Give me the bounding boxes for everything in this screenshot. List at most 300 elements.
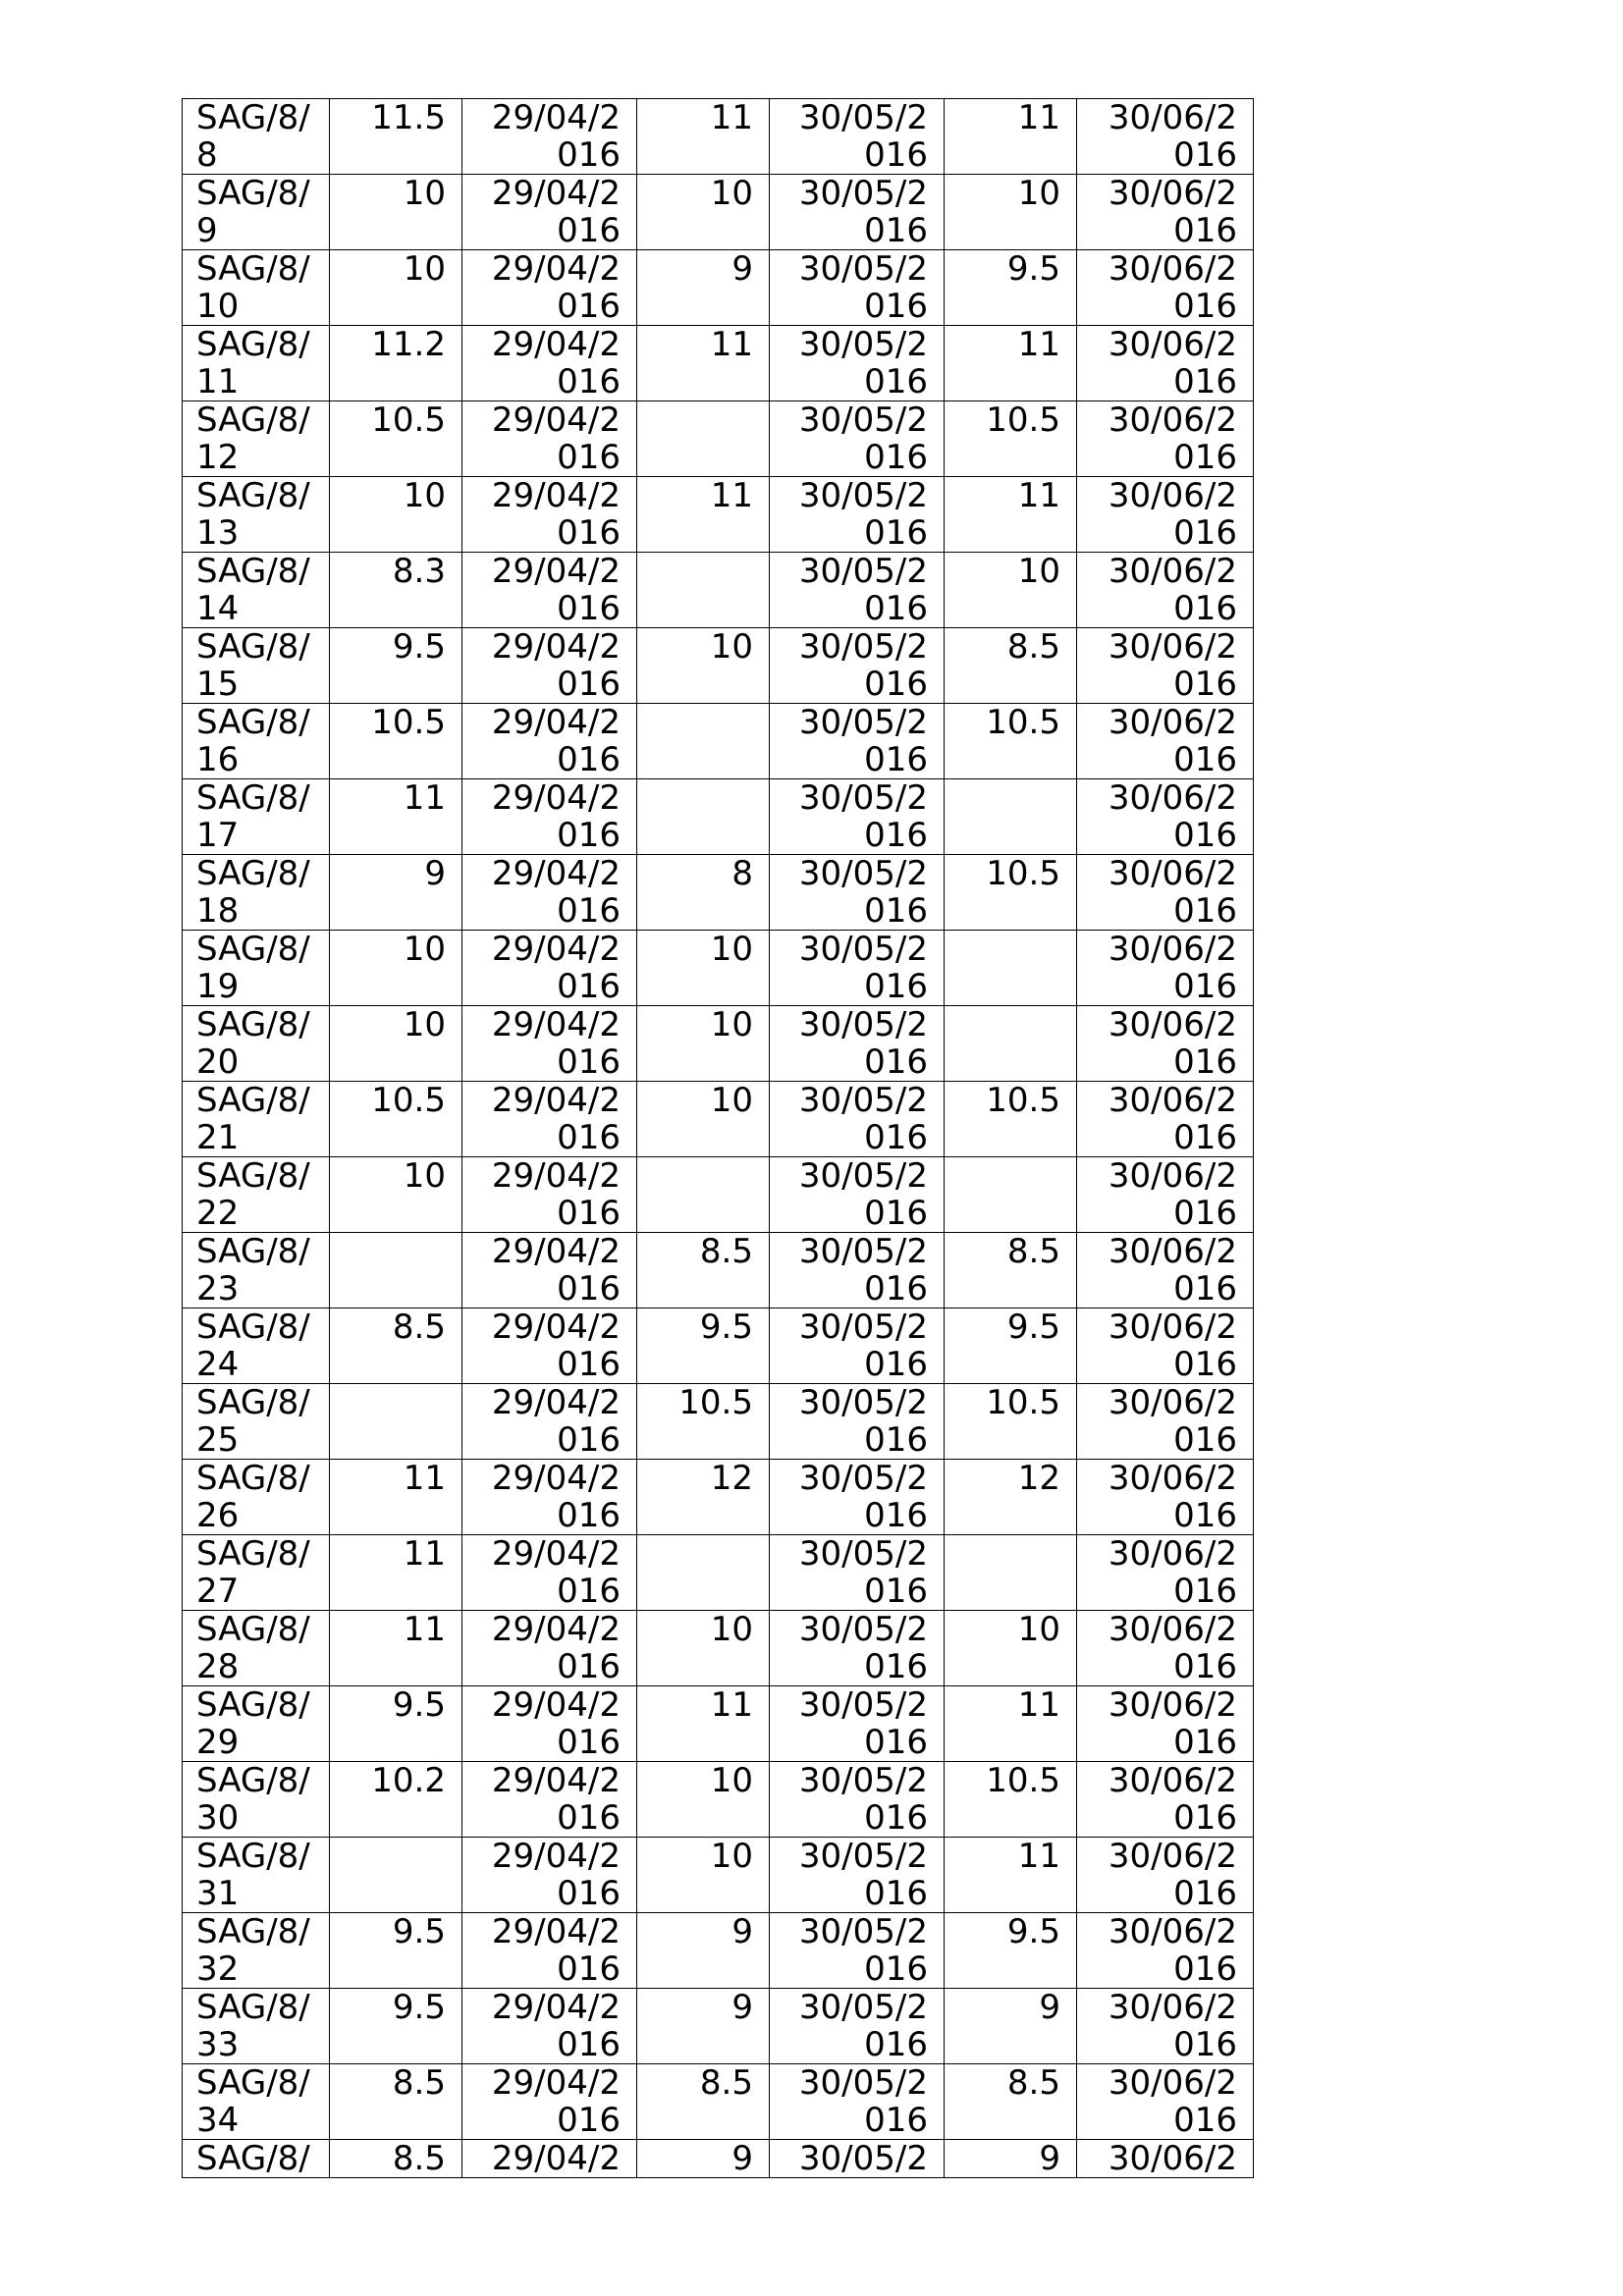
value-3-cell	[945, 1913, 1077, 1989]
date-3-text: 30/06/2 016	[1108, 778, 1237, 855]
sample-id-cell	[183, 1308, 330, 1384]
value-2-cell	[637, 1989, 770, 2064]
table-row	[183, 1762, 1254, 1838]
value-2-cell	[637, 1233, 770, 1308]
value-2-text: 12	[710, 1459, 753, 1498]
value-1-cell	[330, 326, 462, 401]
value-3-cell	[945, 326, 1077, 401]
date-3-cell	[1077, 628, 1254, 704]
date-3-text: 30/06/2 016	[1108, 854, 1237, 931]
value-1-text: 10	[403, 174, 446, 213]
date-1-text: 29/04/2 016	[491, 1837, 621, 1913]
date-1-cell	[462, 250, 637, 326]
date-1-text: 29/04/2 016	[491, 854, 621, 931]
date-3-text: 30/06/2 016	[1108, 1156, 1237, 1233]
sample-id-cell	[183, 1838, 330, 1913]
value-3-text: 9	[1039, 1988, 1060, 2027]
value-3-text: 10.5	[986, 1761, 1060, 1800]
value-2-cell	[637, 1535, 770, 1611]
table-row	[183, 2140, 1254, 2178]
sample-id-text: SAG/8/ 19	[196, 930, 310, 1006]
date-1-cell	[462, 1762, 637, 1838]
value-1-text: 11	[403, 778, 446, 818]
sample-id-text: SAG/8/ 17	[196, 778, 310, 855]
date-2-text: 30/05/2 016	[798, 854, 928, 931]
value-2-text: 9	[731, 1988, 753, 2027]
value-2-cell	[637, 1913, 770, 1989]
date-3-cell	[1077, 250, 1254, 326]
date-1-cell	[462, 704, 637, 779]
date-1-cell	[462, 628, 637, 704]
date-2-text: 30/05/2 016	[798, 1912, 928, 1989]
value-1-cell	[330, 1157, 462, 1233]
value-1-text: 8.5	[392, 1308, 446, 1347]
sample-id-text: SAG/8/ 16	[196, 703, 310, 779]
table-row	[183, 1913, 1254, 1989]
sample-id-text: SAG/8/ 22	[196, 1156, 310, 1233]
sample-id-cell	[183, 99, 330, 175]
value-3-cell	[945, 553, 1077, 628]
value-2-text: 9	[731, 1912, 753, 1951]
date-3-cell	[1077, 855, 1254, 931]
value-1-text: 8.5	[392, 2063, 446, 2103]
date-3-cell	[1077, 1686, 1254, 1762]
date-2-cell	[770, 553, 945, 628]
date-2-cell	[770, 401, 945, 477]
date-3-text: 30/06/2	[1108, 2139, 1237, 2178]
value-1-cell	[330, 1762, 462, 1838]
sample-id-text: SAG/8/ 23	[196, 1232, 310, 1308]
sample-id-text: SAG/8/	[196, 2139, 310, 2178]
value-3-text: 10	[1017, 552, 1060, 591]
value-3-cell	[945, 175, 1077, 250]
value-1-cell	[330, 1838, 462, 1913]
date-3-text: 30/06/2 016	[1108, 1081, 1237, 1157]
date-1-text: 29/04/2 016	[491, 325, 621, 401]
value-1-cell	[330, 2064, 462, 2140]
date-3-text: 30/06/2 016	[1108, 2063, 1237, 2140]
date-1-text: 29/04/2 016	[491, 249, 621, 326]
value-3-cell	[945, 477, 1077, 553]
date-3-text: 30/06/2 016	[1108, 627, 1237, 704]
sample-id-text: SAG/8/ 10	[196, 249, 310, 326]
sample-id-text: SAG/8/ 11	[196, 325, 310, 401]
sample-id-cell	[183, 553, 330, 628]
value-1-text: 8.5	[392, 2139, 446, 2178]
table-row	[183, 1308, 1254, 1384]
date-3-text: 30/06/2 016	[1108, 1837, 1237, 1913]
value-1-text: 10	[403, 1005, 446, 1044]
value-3-cell	[945, 250, 1077, 326]
value-1-text: 11	[403, 1610, 446, 1649]
value-1-cell	[330, 99, 462, 175]
sample-id-text: SAG/8/ 20	[196, 1005, 310, 1082]
table-row	[183, 1838, 1254, 1913]
date-3-cell	[1077, 1006, 1254, 1082]
value-1-cell	[330, 855, 462, 931]
table-row	[183, 704, 1254, 779]
value-2-cell	[637, 1006, 770, 1082]
date-1-cell	[462, 1989, 637, 2064]
table-row	[183, 99, 1254, 175]
date-1-cell	[462, 401, 637, 477]
value-3-cell	[945, 1535, 1077, 1611]
date-3-cell	[1077, 2140, 1254, 2178]
value-1-cell	[330, 1989, 462, 2064]
value-3-cell	[945, 1233, 1077, 1308]
value-2-cell	[637, 553, 770, 628]
value-1-cell	[330, 931, 462, 1006]
date-2-cell	[770, 1535, 945, 1611]
value-1-cell	[330, 1535, 462, 1611]
value-2-cell	[637, 99, 770, 175]
date-2-text: 30/05/2 016	[798, 98, 928, 175]
value-2-cell	[637, 2140, 770, 2178]
value-1-text: 10.2	[371, 1761, 446, 1800]
value-3-cell	[945, 1006, 1077, 1082]
date-1-text: 29/04/2 016	[491, 1081, 621, 1157]
value-1-cell	[330, 250, 462, 326]
table-row	[183, 250, 1254, 326]
value-2-text: 10	[710, 1081, 753, 1120]
date-2-text: 30/05/2 016	[798, 778, 928, 855]
value-2-text: 10	[710, 1610, 753, 1649]
value-1-cell	[330, 1082, 462, 1157]
table-row	[183, 1989, 1254, 2064]
value-3-cell	[945, 401, 1077, 477]
date-1-text: 29/04/2 016	[491, 778, 621, 855]
date-1-text: 29/04/2 016	[491, 476, 621, 553]
date-2-cell	[770, 704, 945, 779]
date-3-text: 30/06/2 016	[1108, 1308, 1237, 1384]
date-1-cell	[462, 1611, 637, 1686]
value-1-text: 11.2	[371, 325, 446, 364]
value-2-cell	[637, 1686, 770, 1762]
value-2-text: 10	[710, 174, 753, 213]
table-row	[183, 1686, 1254, 1762]
value-2-text: 11	[710, 476, 753, 515]
date-2-cell	[770, 628, 945, 704]
date-1-cell	[462, 1686, 637, 1762]
sample-id-cell	[183, 1233, 330, 1308]
value-2-cell	[637, 401, 770, 477]
value-3-text: 9.5	[1006, 1308, 1060, 1347]
value-3-cell	[945, 931, 1077, 1006]
value-1-cell	[330, 1686, 462, 1762]
date-2-text: 30/05/2 016	[798, 1308, 928, 1384]
date-2-cell	[770, 779, 945, 855]
value-1-cell	[330, 1308, 462, 1384]
date-3-text: 30/06/2 016	[1108, 1459, 1237, 1535]
sample-id-text: SAG/8/ 32	[196, 1912, 310, 1989]
value-2-text: 9.5	[699, 1308, 753, 1347]
sample-id-cell	[183, 401, 330, 477]
table-row	[183, 1460, 1254, 1535]
sample-id-cell	[183, 1157, 330, 1233]
value-2-text: 8.5	[699, 2063, 753, 2103]
value-3-text: 10.5	[986, 703, 1060, 742]
value-1-text: 10	[403, 930, 446, 969]
value-2-text: 11	[710, 325, 753, 364]
date-2-text: 30/05/2 016	[798, 930, 928, 1006]
date-1-cell	[462, 2140, 637, 2178]
date-1-cell	[462, 553, 637, 628]
value-1-cell	[330, 1611, 462, 1686]
date-2-text: 30/05/2 016	[798, 1610, 928, 1686]
value-2-cell	[637, 1384, 770, 1460]
date-1-text: 29/04/2 016	[491, 1534, 621, 1611]
sample-id-cell	[183, 628, 330, 704]
value-2-cell	[637, 326, 770, 401]
table-row	[183, 1006, 1254, 1082]
value-3-text: 9	[1039, 2139, 1060, 2178]
date-1-text: 29/04/2 016	[491, 174, 621, 250]
date-2-cell	[770, 1611, 945, 1686]
sample-id-cell	[183, 175, 330, 250]
sample-id-text: SAG/8/ 29	[196, 1685, 310, 1762]
value-1-cell	[330, 779, 462, 855]
date-3-cell	[1077, 477, 1254, 553]
value-1-cell	[330, 1460, 462, 1535]
table-row	[183, 477, 1254, 553]
date-1-cell	[462, 99, 637, 175]
date-2-text: 30/05/2 016	[798, 703, 928, 779]
date-1-text: 29/04/2 016	[491, 1912, 621, 1989]
value-2-text: 11	[710, 98, 753, 137]
value-2-cell	[637, 1082, 770, 1157]
value-2-cell	[637, 175, 770, 250]
value-3-cell	[945, 1762, 1077, 1838]
sample-id-text: SAG/8/ 13	[196, 476, 310, 553]
date-1-cell	[462, 1838, 637, 1913]
date-2-cell	[770, 1308, 945, 1384]
date-2-cell	[770, 1157, 945, 1233]
value-2-text: 8.5	[699, 1232, 753, 1271]
date-2-cell	[770, 1082, 945, 1157]
value-3-cell	[945, 1082, 1077, 1157]
value-1-cell	[330, 477, 462, 553]
date-2-cell	[770, 1006, 945, 1082]
date-1-cell	[462, 2064, 637, 2140]
value-1-text: 9	[424, 854, 446, 893]
date-2-cell	[770, 99, 945, 175]
value-3-cell	[945, 99, 1077, 175]
date-1-cell	[462, 175, 637, 250]
value-2-cell	[637, 1460, 770, 1535]
value-1-text: 10	[403, 249, 446, 289]
value-1-text: 11	[403, 1534, 446, 1574]
sample-id-cell	[183, 1611, 330, 1686]
value-3-text: 9.5	[1006, 1912, 1060, 1951]
date-2-cell	[770, 1686, 945, 1762]
value-2-text: 9	[731, 2139, 753, 2178]
measurements-table	[182, 98, 1254, 2178]
date-2-text: 30/05/2 016	[798, 1232, 928, 1308]
sample-id-cell	[183, 2140, 330, 2178]
date-2-text: 30/05/2 016	[798, 627, 928, 704]
value-1-text: 8.3	[392, 552, 446, 591]
date-2-text: 30/05/2 016	[798, 1005, 928, 1082]
value-1-text: 9.5	[392, 627, 446, 667]
date-2-cell	[770, 326, 945, 401]
date-1-text: 29/04/2 016	[491, 1232, 621, 1308]
sample-id-text: SAG/8/ 30	[196, 1761, 310, 1838]
date-3-text: 30/06/2 016	[1108, 476, 1237, 553]
value-3-text: 8.5	[1006, 627, 1060, 667]
date-3-cell	[1077, 401, 1254, 477]
value-1-cell	[330, 628, 462, 704]
date-1-text: 29/04/2 016	[491, 1610, 621, 1686]
date-3-text: 30/06/2 016	[1108, 1534, 1237, 1611]
sample-id-text: SAG/8/ 14	[196, 552, 310, 628]
value-3-text: 10.5	[986, 854, 1060, 893]
date-1-cell	[462, 931, 637, 1006]
date-2-cell	[770, 250, 945, 326]
date-3-cell	[1077, 1157, 1254, 1233]
date-2-cell	[770, 931, 945, 1006]
sample-id-text: SAG/8/ 25	[196, 1383, 310, 1460]
date-1-cell	[462, 1913, 637, 1989]
value-3-cell	[945, 1838, 1077, 1913]
sample-id-text: SAG/8/ 26	[196, 1459, 310, 1535]
date-2-text: 30/05/2 016	[798, 174, 928, 250]
date-3-cell	[1077, 2064, 1254, 2140]
value-1-text: 9.5	[392, 1988, 446, 2027]
sample-id-text: SAG/8/ 15	[196, 627, 310, 704]
value-1-cell	[330, 401, 462, 477]
date-1-text: 29/04/2 016	[491, 400, 621, 477]
date-3-cell	[1077, 99, 1254, 175]
value-3-cell	[945, 779, 1077, 855]
value-2-cell	[637, 1157, 770, 1233]
value-2-text: 10	[710, 1761, 753, 1800]
date-1-cell	[462, 779, 637, 855]
table-row	[183, 628, 1254, 704]
date-2-cell	[770, 1913, 945, 1989]
date-3-text: 30/06/2 016	[1108, 249, 1237, 326]
date-3-text: 30/06/2 016	[1108, 325, 1237, 401]
value-3-cell	[945, 704, 1077, 779]
sample-id-cell	[183, 855, 330, 931]
value-3-cell	[945, 1611, 1077, 1686]
date-1-text: 29/04/2	[491, 2139, 621, 2178]
date-1-text: 29/04/2 016	[491, 1383, 621, 1460]
date-1-text: 29/04/2 016	[491, 1459, 621, 1535]
date-3-cell	[1077, 1233, 1254, 1308]
date-1-text: 29/04/2 016	[491, 627, 621, 704]
value-3-text: 10.5	[986, 400, 1060, 440]
date-3-text: 30/06/2 016	[1108, 1988, 1237, 2064]
value-3-text: 10.5	[986, 1081, 1060, 1120]
sample-id-text: SAG/8/ 24	[196, 1308, 310, 1384]
value-2-cell	[637, 477, 770, 553]
date-2-cell	[770, 477, 945, 553]
date-1-text: 29/04/2 016	[491, 1156, 621, 1233]
date-2-cell	[770, 2064, 945, 2140]
table-body	[183, 99, 1254, 2178]
date-1-cell	[462, 1233, 637, 1308]
table-row	[183, 1535, 1254, 1611]
table-row	[183, 1233, 1254, 1308]
table-row	[183, 401, 1254, 477]
date-2-text: 30/05/2	[798, 2139, 928, 2178]
date-2-cell	[770, 1233, 945, 1308]
date-1-text: 29/04/2 016	[491, 1685, 621, 1762]
date-3-text: 30/06/2 016	[1108, 1383, 1237, 1460]
date-2-text: 30/05/2 016	[798, 1459, 928, 1535]
date-1-cell	[462, 1308, 637, 1384]
value-2-cell	[637, 1611, 770, 1686]
sample-id-cell	[183, 931, 330, 1006]
date-2-text: 30/05/2 016	[798, 1156, 928, 1233]
date-3-text: 30/06/2 016	[1108, 1761, 1237, 1838]
value-2-cell	[637, 1838, 770, 1913]
date-2-text: 30/05/2 016	[798, 1081, 928, 1157]
date-2-cell	[770, 1460, 945, 1535]
date-1-text: 29/04/2 016	[491, 1761, 621, 1838]
date-2-cell	[770, 1989, 945, 2064]
table-row	[183, 175, 1254, 250]
value-2-cell	[637, 1762, 770, 1838]
value-1-cell	[330, 2140, 462, 2178]
value-2-cell	[637, 931, 770, 1006]
sample-id-cell	[183, 779, 330, 855]
value-1-cell	[330, 1384, 462, 1460]
value-3-text: 10.5	[986, 1383, 1060, 1422]
value-3-text: 12	[1017, 1459, 1060, 1498]
value-3-text: 11	[1017, 1837, 1060, 1876]
sample-id-text: SAG/8/ 27	[196, 1534, 310, 1611]
value-2-text: 9	[731, 249, 753, 289]
table-row	[183, 779, 1254, 855]
value-2-cell	[637, 704, 770, 779]
date-1-cell	[462, 1535, 637, 1611]
value-3-text: 10	[1017, 174, 1060, 213]
value-2-text: 11	[710, 1685, 753, 1725]
date-3-cell	[1077, 1082, 1254, 1157]
value-3-text: 11	[1017, 1685, 1060, 1725]
table-row	[183, 2064, 1254, 2140]
date-3-cell	[1077, 1762, 1254, 1838]
date-3-cell	[1077, 1989, 1254, 2064]
date-3-cell	[1077, 1611, 1254, 1686]
value-3-text: 8.5	[1006, 2063, 1060, 2103]
sample-id-text: SAG/8/ 31	[196, 1837, 310, 1913]
value-3-text: 9.5	[1006, 249, 1060, 289]
date-3-text: 30/06/2 016	[1108, 400, 1237, 477]
value-2-text: 10	[710, 1837, 753, 1876]
date-1-cell	[462, 855, 637, 931]
sample-id-text: SAG/8/ 8	[196, 98, 310, 175]
sample-id-text: SAG/8/ 9	[196, 174, 310, 250]
date-3-cell	[1077, 704, 1254, 779]
table-row	[183, 1082, 1254, 1157]
sample-id-cell	[183, 477, 330, 553]
value-3-text: 11	[1017, 98, 1060, 137]
date-1-cell	[462, 1384, 637, 1460]
value-3-cell	[945, 1989, 1077, 2064]
value-3-cell	[945, 1384, 1077, 1460]
date-3-cell	[1077, 326, 1254, 401]
date-1-text: 29/04/2 016	[491, 1988, 621, 2064]
date-1-cell	[462, 477, 637, 553]
value-3-text: 8.5	[1006, 1232, 1060, 1271]
date-3-cell	[1077, 1460, 1254, 1535]
value-1-cell	[330, 1233, 462, 1308]
value-1-cell	[330, 1913, 462, 1989]
value-1-text: 9.5	[392, 1912, 446, 1951]
sample-id-text: SAG/8/ 18	[196, 854, 310, 931]
